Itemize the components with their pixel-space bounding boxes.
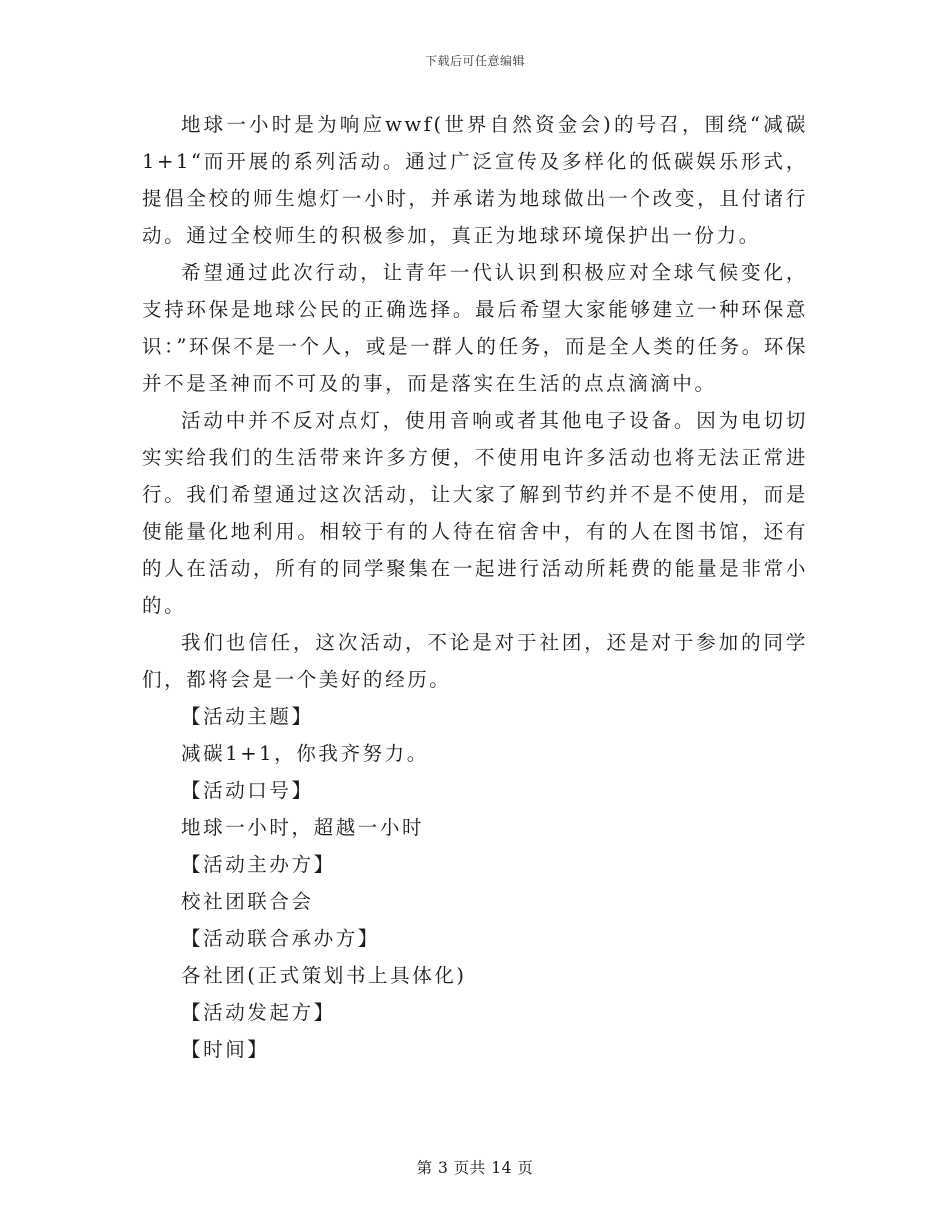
section-text-slogan: 地球一小时，超越一小时 (181, 816, 425, 839)
section-heading-theme: 【活动主题】 (181, 705, 314, 728)
paragraph: 我们也信任，这次活动，不论是对于社团，还是对于参加的同学们，都将会是一个美好的经历。 (142, 631, 808, 691)
section-text-organizer: 校社团联合会 (181, 890, 314, 913)
document-body (142, 106, 808, 1068)
section-text-theme: 减碳1+1，你我齐努力。 (181, 742, 429, 765)
section-heading-time: 【时间】 (181, 1038, 270, 1061)
paragraph: 活动中并不反对点灯，使用音响或者其他电子设备。因为电切切实实给我们的生活带来许多方便，不使用电许多活动也将无法正常进行。我们希望通过这次活动，让大家了解到节约并不是不使用，而是使能量化地利用。相较于有的人待在宿舍中，有的人在图书馆，还有的人在活动，所有的同学聚集在一起进行活动所耗费的能量是非常小的。 (142, 409, 808, 617)
header-note: 下载后可任意编辑 (424, 54, 525, 68)
section-heading-initiator: 【活动发起方】 (181, 1001, 336, 1024)
page-number: 第 3 页共 14 页 (416, 1159, 534, 1177)
section-heading-slogan: 【活动口号】 (181, 779, 314, 802)
paragraph: 希望通过此次行动，让青年一代认识到积极应对全球气候变化，支持环保是地球公民的正确选择。最后希望大家能够建立一种环保意识：”环保不是一个人，或是一群人的任务，而是全人类的任务。环保并不是圣神而不可及的事，而是落实在生活的点点滴滴中。 (142, 261, 808, 395)
paragraph: 地球一小时是为响应wwf(世界自然资金会)的号召，围绕“减碳1+1“而开展的系列活动。通过广泛宣传及多样化的低碳娱乐形式，提倡全校的师生熄灯一小时，并承诺为地球做出一个改变，且付诸行动。通过全校师生的积极参加，真正为地球环境保护出一份力。 (142, 113, 808, 247)
section-text-co-organizer: 各社团(正式策划书上具体化) (181, 964, 467, 987)
section-heading-co-organizer: 【活动联合承办方】 (181, 927, 380, 950)
section-heading-organizer: 【活动主办方】 (181, 853, 336, 876)
